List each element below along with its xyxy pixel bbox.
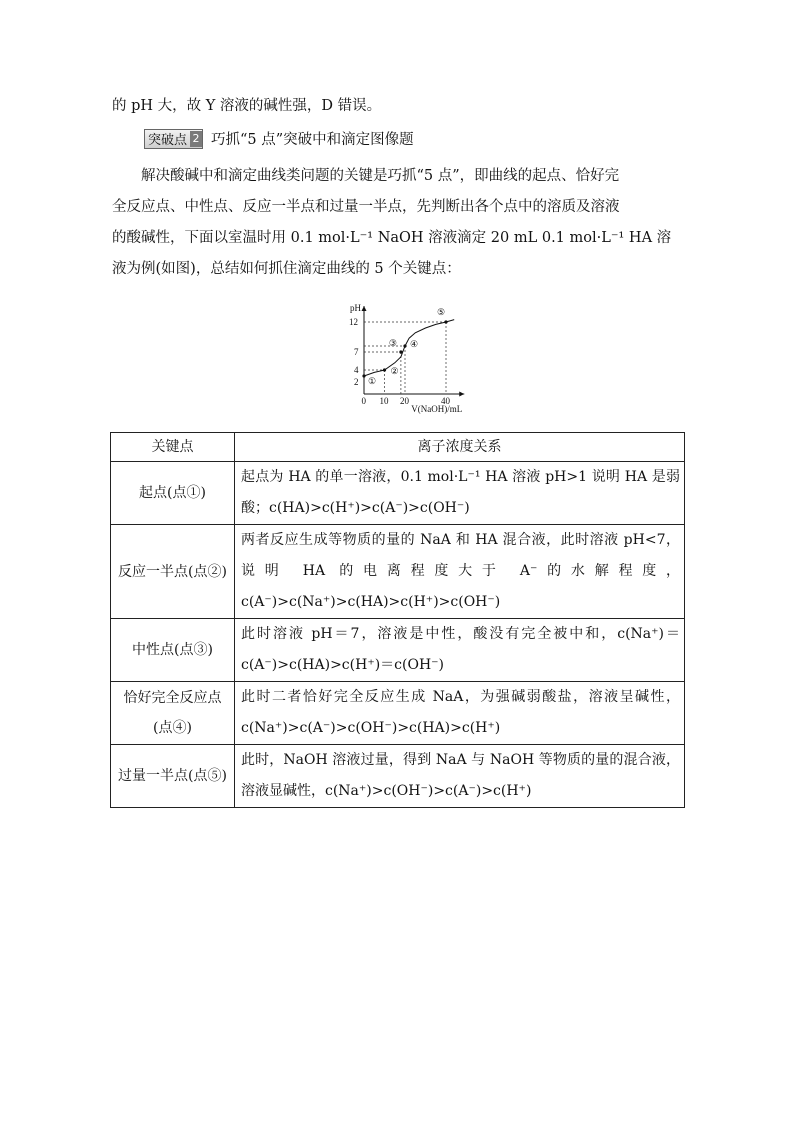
titration-chart [336,294,476,414]
key-point-cell: 起点(点①) [111,462,235,525]
section-badge-number: 2 [190,131,202,147]
relation-cell: 此时二者恰好完全反应生成 NaA，为强碱弱酸盐，溶液呈碱性，c(Na⁺)>c(A⁻)>c(OH⁻)>c(HA)>c(H⁺) [235,682,685,745]
table-row [111,525,685,619]
key-point-cell: 恰好完全反应点(点④) [111,682,235,745]
section-badge [144,129,203,149]
key-points-table [110,432,685,808]
x-tick-label: 40 [441,396,450,406]
x-tick-label: 20 [400,396,409,406]
table-header-row [111,433,685,462]
point-label: ③ [388,338,397,348]
data-point [383,368,386,371]
key-point-cell: 过量一半点(点⑤) [111,745,235,808]
paragraph-line-3: 的酸碱性，下面以室温时用 0.1 mol·L⁻¹ NaOH 溶液滴定 20 mL 0.1 mol·L⁻¹ HA 溶 [112,230,672,246]
table-header-relation: 离子浓度关系 [235,433,685,462]
data-point [399,350,402,353]
intro-line: 的 pH 大，故 Y 溶液的碱性强，D 错误。 [112,98,382,114]
point-label: ⑤ [437,307,446,317]
x-tick-label: 0 [361,396,366,406]
table-row [111,682,685,745]
key-point-cell: 中性点(点③) [111,619,235,682]
relation-cell: 两者反应生成等物质的量的 NaA 和 HA 混合液，此时溶液 pH<7，说明 HA 的电离程度大于 A⁻的水解程度，c(A⁻)>c(Na⁺)>c(HA)>c(H⁺)>c(OH⁻) [235,525,685,619]
y-tick-label: 2 [354,377,359,387]
section-title: 巧抓“5 点”突破中和滴定图像题 [211,132,414,148]
x-axis-arrow [459,392,464,397]
y-tick-label: 4 [354,365,359,375]
relation-cell: 起点为 HA 的单一溶液，0.1 mol·L⁻¹ HA 溶液 pH>1 说明 HA 是弱酸；c(HA)>c(H⁺)>c(A⁻)>c(OH⁻) [235,462,685,525]
point-label: ② [390,366,399,376]
table-header-key: 关键点 [111,433,235,462]
table-row [111,462,685,525]
paragraph-line-2: 全反应点、中性点、反应一半点和过量一半点，先判断出各个点中的溶质及溶液 [112,199,620,215]
section-badge-label: 突破点 [148,133,188,148]
paragraph-line-4: 液为例(如图)，总结如何抓住滴定曲线的 5 个关键点： [112,261,461,277]
point-label: ① [368,376,377,386]
section-heading [144,128,414,149]
y-tick-label: 12 [349,317,358,327]
x-tick-label: 10 [379,396,389,406]
data-point [403,344,406,347]
paragraph-line-1: 解决酸碱中和滴定曲线类问题的关键是巧抓“5 点”，即曲线的起点、恰好完 [141,168,620,184]
y-axis-label: pH [350,303,361,313]
table-row [111,619,685,682]
table-row [111,745,685,808]
data-point [362,374,365,377]
relation-cell: 此时，NaOH 溶液过量，得到 NaA 与 NaOH 等物质的量的混合液，溶液显碱性，c(Na⁺)>c(OH⁻)>c(A⁻)>c(H⁺) [235,745,685,808]
x-axis-label: V(NaOH)/mL [411,404,463,414]
y-tick-label: 7 [354,347,359,357]
data-point [444,320,447,323]
relation-cell: 此时溶液 pH＝7，溶液是中性，酸没有完全被中和，c(Na⁺)＝c(A⁻)>c(HA)>c(H⁺)＝c(OH⁻) [235,619,685,682]
point-label: ④ [410,339,419,349]
key-point-cell: 反应一半点(点②) [111,525,235,619]
y-axis-arrow [362,306,367,311]
